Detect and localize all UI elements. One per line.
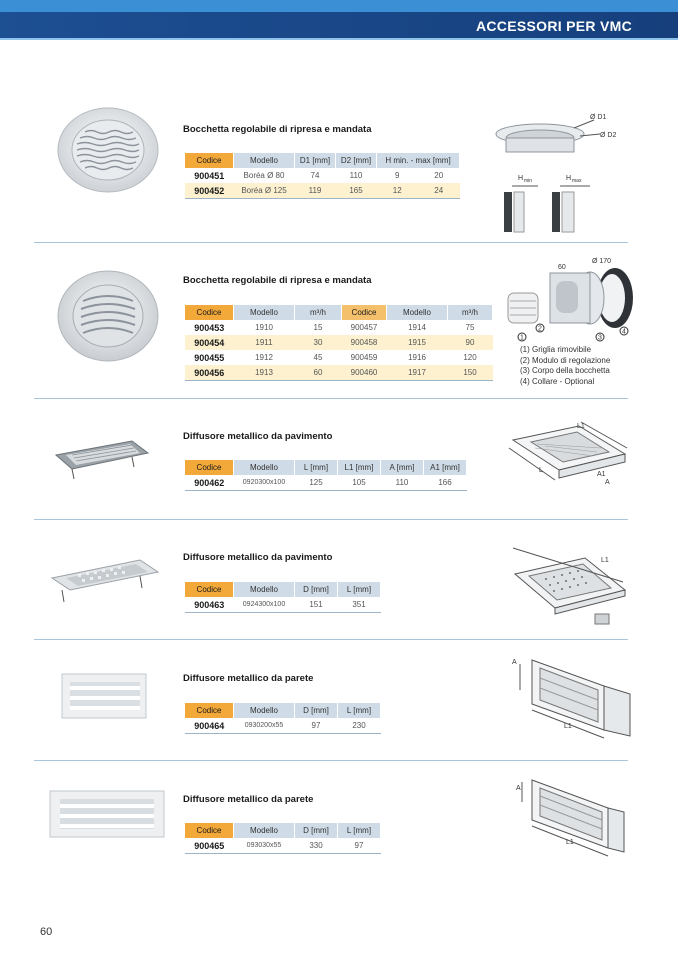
label-hmin: H <box>518 175 524 182</box>
cell: 105 <box>338 475 381 491</box>
col-header: L [mm] <box>338 582 381 597</box>
col-header: Codice <box>185 582 234 597</box>
cell: 97 <box>295 718 338 734</box>
cell: 1914 <box>408 323 426 332</box>
wall-diffuser-drawing <box>508 650 633 746</box>
col-header: H min. - max [mm] <box>377 153 460 168</box>
cell-code: 900456 <box>185 365 234 381</box>
page-number: 60 <box>40 926 53 938</box>
cell: 1915 <box>387 335 448 350</box>
col-header: L [mm] <box>338 703 381 718</box>
col-header: Codice <box>185 305 234 320</box>
col-header: L [mm] <box>338 823 381 838</box>
col-header: L [mm] <box>295 460 338 475</box>
floor-diffuser-mesh-image <box>48 554 160 604</box>
label-a: A <box>512 659 517 666</box>
cell: 74 <box>310 171 320 180</box>
cell: 119 <box>295 183 336 199</box>
legend-item: (3) Corpo della bocchetta <box>520 366 610 375</box>
label-d2: Ø D2 <box>600 132 617 139</box>
cell: 9 <box>395 171 400 180</box>
adjustable-vent-image <box>55 269 161 363</box>
cell: 1917 <box>387 365 448 381</box>
cell: Boréa Ø 125 <box>234 183 295 199</box>
col-header: Codice <box>342 305 387 320</box>
cell-code: 900452 <box>185 183 234 199</box>
table-row <box>185 718 381 734</box>
cell: Boréa Ø 80 <box>243 171 285 180</box>
cell: 110 <box>349 171 363 180</box>
top-bar <box>0 0 678 12</box>
cell-code: 900454 <box>185 335 234 350</box>
product-title: Diffusore metallico da parete <box>183 794 314 805</box>
cell: 0920300x100 <box>234 475 295 491</box>
col-header: D1 [mm] <box>295 153 336 168</box>
label-a1: A1 <box>597 471 606 478</box>
label-d170: Ø 170 <box>592 258 612 265</box>
table-row <box>185 838 381 854</box>
spec-table <box>185 703 381 734</box>
cell: 12 <box>377 183 419 199</box>
cell: 900458 <box>342 335 387 350</box>
table-row <box>185 320 493 335</box>
label-l1: L1 <box>566 839 574 846</box>
cell: 97 <box>338 838 381 854</box>
legend <box>520 345 610 387</box>
label-d1: Ø D1 <box>590 114 607 121</box>
label-l1: L1 <box>577 423 585 430</box>
adjustable-vent-drawing <box>500 253 635 343</box>
cell: 0930200x55 <box>234 718 295 734</box>
cell: 60 <box>295 365 342 381</box>
callout-4: 4 <box>622 328 626 336</box>
section-divider <box>34 242 628 243</box>
cell: 125 <box>295 475 338 491</box>
section-divider <box>34 639 628 640</box>
col-header: Modello <box>234 703 295 718</box>
product-title: Diffusore metallico da parete <box>183 673 314 684</box>
col-header: Modello <box>234 305 295 320</box>
cell-code: 900455 <box>194 352 225 363</box>
cell: 900460 <box>342 365 387 381</box>
floor-diffuser-image <box>52 435 150 481</box>
cell: 30 <box>295 335 342 350</box>
col-header: Modello <box>234 153 295 168</box>
col-header: Modello <box>234 823 295 838</box>
table-row <box>185 365 493 381</box>
label-a: A <box>605 479 610 486</box>
col-header: Modello <box>234 582 295 597</box>
cell: 330 <box>295 838 338 854</box>
col-header: D [mm] <box>295 823 338 838</box>
col-header: m³/h <box>448 305 493 320</box>
wall-diffuser-large-image <box>48 787 166 841</box>
callout-3: 3 <box>598 334 602 342</box>
cell: 110 <box>381 475 424 491</box>
section-divider <box>34 519 628 520</box>
col-header: D2 [mm] <box>336 153 377 168</box>
cell-code: 900464 <box>185 718 234 734</box>
cell: 900457 <box>350 323 378 332</box>
col-header: A [mm] <box>381 460 424 475</box>
legend-item: (2) Modulo di regolazione <box>520 355 611 365</box>
cell: 351 <box>338 597 381 613</box>
cell: 120 <box>463 353 477 362</box>
callout-2: 2 <box>538 325 542 333</box>
cell: 1912 <box>255 353 273 362</box>
floor-diffuser-drawing <box>505 418 630 498</box>
col-header: Modello <box>387 305 448 320</box>
product-title: Bocchetta regolabile di ripresa e mandata <box>183 275 372 286</box>
cell: 1916 <box>408 353 426 362</box>
col-header: Codice <box>185 153 234 168</box>
label-hmin-sub: min <box>524 178 533 184</box>
product-title: Diffusore metallico da pavimento <box>183 431 333 442</box>
col-header: Codice <box>185 703 234 718</box>
cell: 150 <box>448 365 493 381</box>
cell-code: 900451 <box>194 170 225 181</box>
col-header: Codice <box>185 823 234 838</box>
wall-diffuser-large-drawing <box>508 772 633 864</box>
cell: 20 <box>434 171 444 180</box>
table-row <box>185 597 381 613</box>
cell-code: 900463 <box>185 597 234 613</box>
table-row <box>185 183 460 199</box>
spec-table <box>185 582 381 613</box>
table-row <box>185 350 493 365</box>
cell: 900459 <box>350 353 378 362</box>
cell-code: 900462 <box>185 475 234 491</box>
label-hmax-sub: max <box>572 178 582 184</box>
spec-table <box>185 460 467 491</box>
label-a: A <box>516 785 521 792</box>
wall-diffuser-image <box>58 670 150 722</box>
spec-table <box>185 305 493 381</box>
col-header: m³/h <box>295 305 342 320</box>
header-stripe <box>0 38 678 40</box>
label-60: 60 <box>558 264 566 271</box>
legend-item: (1) Griglia rimovibile <box>520 345 592 354</box>
spec-table <box>185 153 460 199</box>
cell: 230 <box>338 718 381 734</box>
col-header: D [mm] <box>295 582 338 597</box>
label-l: L <box>539 467 543 474</box>
cell: 165 <box>336 183 377 199</box>
section-divider <box>34 760 628 761</box>
spec-table <box>185 823 381 854</box>
col-header: A1 [mm] <box>424 460 467 475</box>
product-title: Bocchetta regolabile di ripresa e mandata <box>183 124 372 135</box>
cell: 24 <box>418 183 460 199</box>
cell: 75 <box>465 323 475 332</box>
col-header: Codice <box>185 460 234 475</box>
cell-code: 900465 <box>185 838 234 854</box>
cell: 151 <box>295 597 338 613</box>
round-vent-image <box>55 106 161 194</box>
table-row <box>185 335 493 350</box>
col-header: L1 [mm] <box>338 460 381 475</box>
cell: 1913 <box>234 365 295 381</box>
callout-1: 1 <box>520 334 524 342</box>
label-l1: L1 <box>601 557 609 564</box>
cell: 1910 <box>255 323 273 332</box>
label-hmax: H <box>566 175 572 182</box>
label-l1: L1 <box>564 723 572 730</box>
table-row <box>185 475 467 491</box>
cell: 093030x55 <box>234 838 295 854</box>
cell: 1911 <box>234 335 295 350</box>
cell-code: 900453 <box>194 322 225 333</box>
legend-item: (4) Collare - Optional <box>520 376 595 386</box>
col-header: D [mm] <box>295 703 338 718</box>
col-header: Modello <box>234 460 295 475</box>
floor-diffuser-mesh-drawing <box>505 538 630 630</box>
cell: 15 <box>313 323 323 332</box>
cell: 90 <box>448 335 493 350</box>
product-title: Diffusore metallico da pavimento <box>183 552 333 563</box>
round-vent-drawing <box>490 108 630 236</box>
cell: 166 <box>424 475 467 491</box>
cell: 0924300x100 <box>234 597 295 613</box>
table-row <box>185 168 460 183</box>
cell: 45 <box>313 353 323 362</box>
section-divider <box>34 398 628 399</box>
section-title: ACCESSORI PER VMC <box>475 18 632 34</box>
